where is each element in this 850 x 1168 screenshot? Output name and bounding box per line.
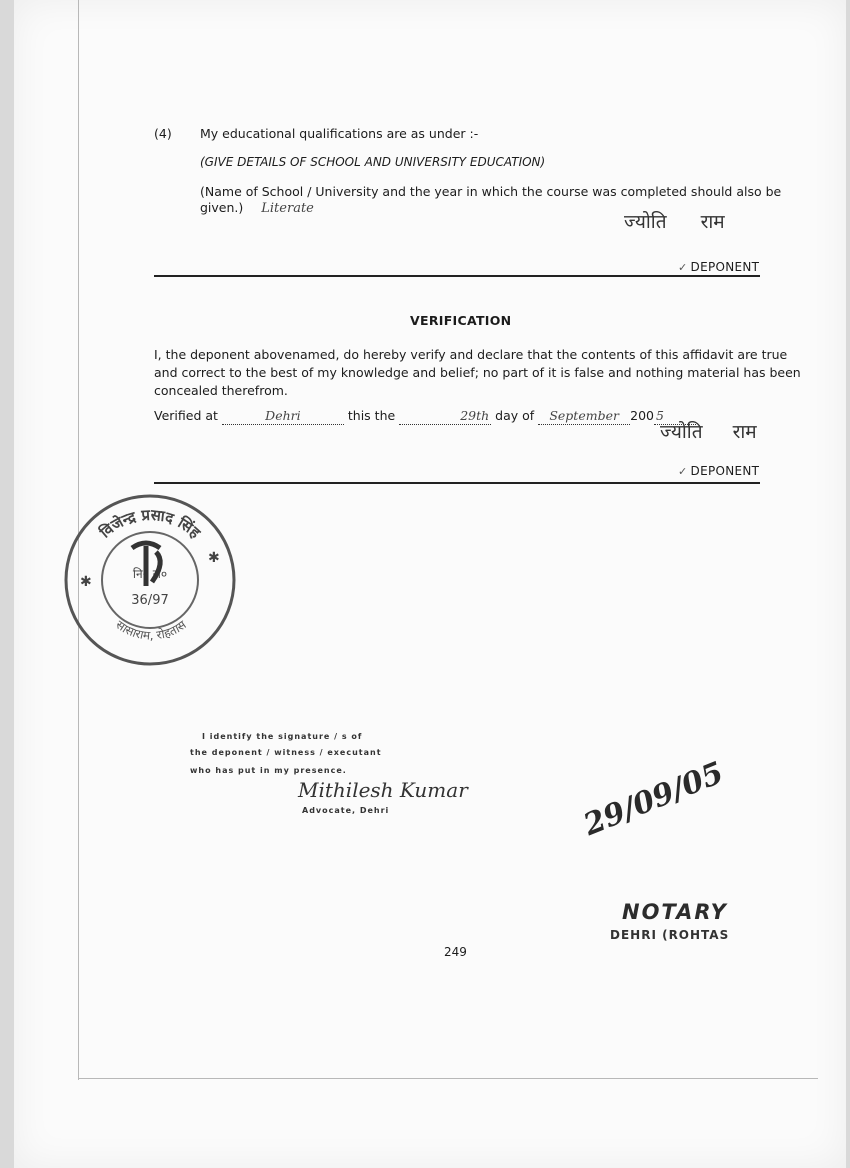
verified-at-label: Verified at — [154, 408, 218, 423]
seal-ring-bottom-path: सासाराम, रोहतास — [113, 617, 189, 643]
seal-star-right-icon: ✱ — [208, 550, 220, 566]
page-number: 249 — [444, 945, 467, 959]
verification-heading: VERIFICATION — [410, 313, 512, 328]
seal-ring-bottom-text — [113, 617, 189, 642]
seal-ring-path: विजेन्द्र प्रसाद सिंह — [96, 505, 204, 542]
section-number: (4) — [154, 126, 172, 141]
section-note-line1: (Name of School / University and the year in which the course was completed should also be — [200, 184, 782, 199]
attest-line2: the deponent / witness / executant — [190, 748, 382, 757]
seal-ring-text — [96, 506, 205, 543]
handwritten-qualification: Literate — [261, 201, 314, 216]
attest-line1: I identify the signature / s of — [202, 732, 363, 741]
section-title: My educational qualifications are as under :- — [200, 126, 479, 141]
divider-rule-2 — [154, 482, 760, 484]
verification-line1: I, the deponent abovenamed, do hereby verify and declare that the contents of this affidavit are true — [154, 347, 788, 362]
round-seal-stamp — [60, 490, 240, 670]
deponent-signature-2 — [660, 418, 757, 444]
signature-last-name-2: राम — [732, 421, 757, 443]
deponent-label-text-2: DEPONENT — [690, 464, 760, 478]
check-mark-icon: ✓ — [678, 465, 688, 478]
check-mark-icon: ✓ — [678, 261, 688, 274]
year-prefix: 200 — [630, 408, 655, 423]
seal-center-number: 36/97 — [131, 593, 169, 608]
notary-place: DEHRI (ROHTAS — [610, 928, 730, 942]
seal-star-left-icon: ✱ — [80, 574, 92, 590]
verification-line3: concealed therefrom. — [154, 383, 288, 398]
advocate-signature: Mithilesh Kumar — [298, 778, 468, 802]
section-instruction: (GIVE DETAILS OF SCHOOL AND UNIVERSITY EDUCATION) — [200, 155, 546, 169]
signature-first-name: ज्योति — [624, 211, 667, 233]
signature-first-name-2: ज्योति — [660, 421, 703, 443]
notary-title: NOTARY — [622, 900, 728, 924]
deponent-label-2 — [678, 464, 759, 478]
attest-line3: who has put in my presence. — [190, 766, 347, 775]
seal-center-line1: नि० सं० — [132, 567, 168, 581]
year-suffix: 5 — [654, 408, 696, 425]
signature-last-name: राम — [700, 211, 725, 233]
attest-line4: Advocate, Dehri — [302, 806, 390, 815]
deponent-label-1 — [678, 260, 759, 274]
section-note-line2: given.) — [200, 200, 244, 215]
bottom-margin-line — [78, 1078, 818, 1079]
day-of-label: day of — [495, 408, 535, 423]
section-note-line2-wrap — [200, 200, 314, 217]
deponent-label-text-1: DEPONENT — [690, 260, 760, 274]
divider-rule-1 — [154, 275, 760, 277]
notary-signature: 29/09/05 — [578, 755, 729, 843]
verification-line2: and correct to the best of my knowledge and belief; no part of it is false and nothing material has been — [154, 365, 801, 380]
verified-place: Dehri — [222, 408, 344, 425]
document-page — [14, 0, 846, 1168]
verified-day: 29th — [399, 408, 491, 425]
verified-at-line — [154, 408, 696, 425]
deponent-signature-1 — [624, 208, 725, 234]
this-the-label: this the — [347, 408, 396, 423]
verified-month: September — [538, 408, 630, 425]
